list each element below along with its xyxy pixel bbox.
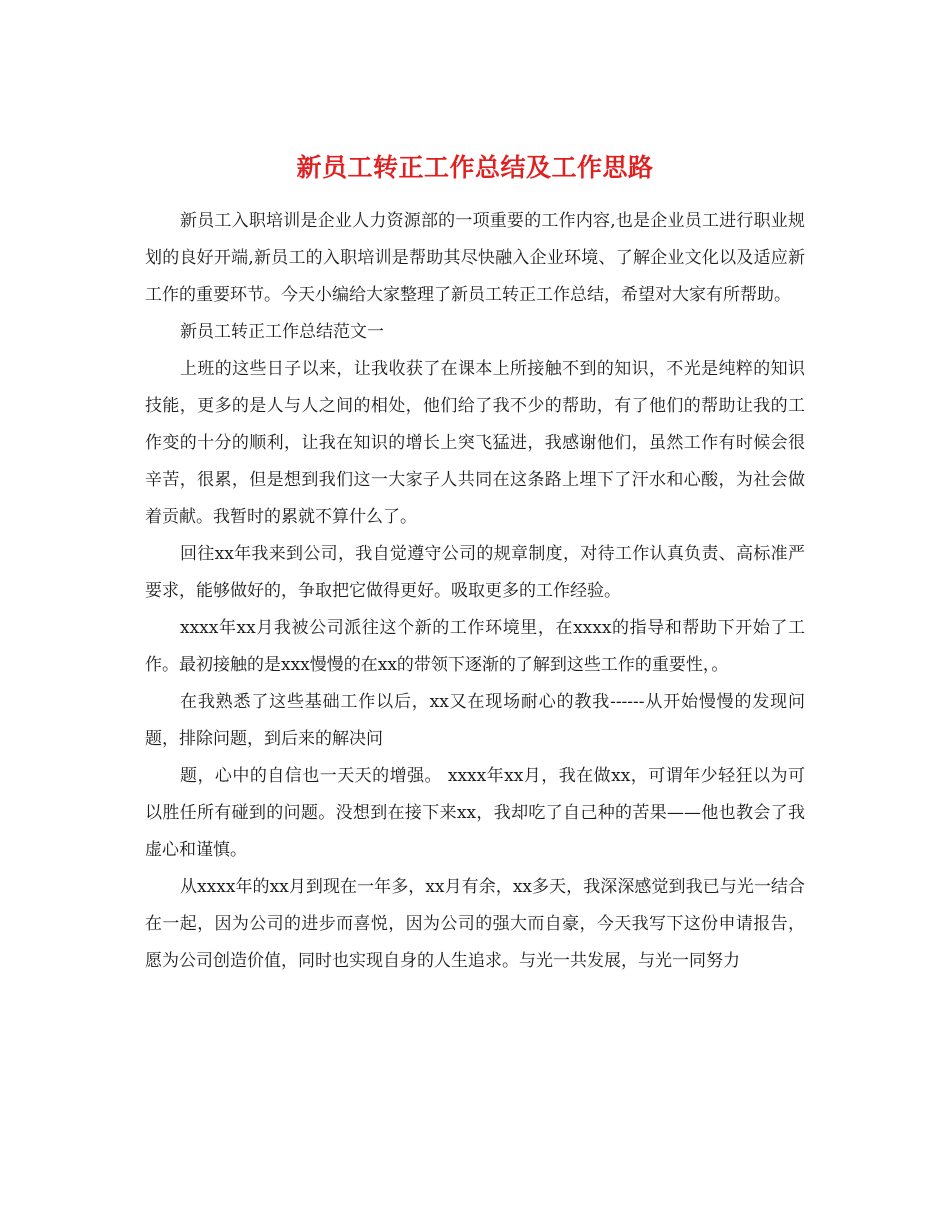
paragraph-work-experience: 上班的这些日子以来，让我收获了在课本上所接触不到的知识，不光是纯粹的知识技能，更多的是人与人之间的相处，他们给了我不少的帮助，有了他们的帮助让我的工作变的十分的顺利，让我在知识的增长上突飞猛进，我感谢他们，虽然工作有时候会很辛苦，很累，但是想到我们这一大家子人共同在这条路上埋下了汗水和心酸，为社会做着贡献。我暂时的累就不算什么了。 [145, 359, 805, 527]
paragraph-confidence: 题，心中的自信也一天天的增强。 xxxx年xx月，我在做xx，可谓年少轻狂以为可以胜任所有碰到的问题。没想到在接下来xx，我却吃了自己种的苦果——他也教会了我虚心和谨慎。 [145, 766, 805, 860]
paragraph-learning: 在我熟悉了这些基础工作以后，xx又在现场耐心的教我------从开始慢慢的发现问题，排除问题，到后来的解决问 [145, 692, 805, 749]
paragraph-conclusion: 从xxxx年的xx月到现在一年多，xx月有余，xx多天，我深深感觉到我已与光一结合在一起，因为公司的进步而喜悦，因为公司的强大而自豪，今天我写下这份申请报告，愿为公司创造价值，同时也实现自身的人生追求。与光一共发展，与光一同努力 [145, 877, 805, 971]
document-title: 新员工转正工作总结及工作思路 [296, 152, 654, 182]
paragraph-section-heading: 新员工转正工作总结范文一 [180, 322, 384, 342]
paragraph-joining-company: 回往xx年我来到公司，我自觉遵守公司的规章制度，对待工作认真负责、高标准严要求，能够做好的，争取把它做得更好。吸取更多的工作经验。 [145, 544, 805, 601]
paragraph-assignment: xxxx年xx月我被公司派往这个新的工作环境里，在xxxx的指导和帮助下开始了工作。最初接触的是xxx慢慢的在xx的带领下逐渐的了解到这些工作的重要性，。 [145, 618, 805, 675]
paragraph-intro: 新员工入职培训是企业人力资源部的一项重要的工作内容,也是企业员工进行职业规划的良好开端,新员工的入职培训是帮助其尽快融入企业环境、了解企业文化以及适应新工作的重要环节。今天小编给大家整理了新员工转正工作总结，希望对大家有所帮助。 [145, 211, 805, 305]
document-body [145, 203, 805, 980]
